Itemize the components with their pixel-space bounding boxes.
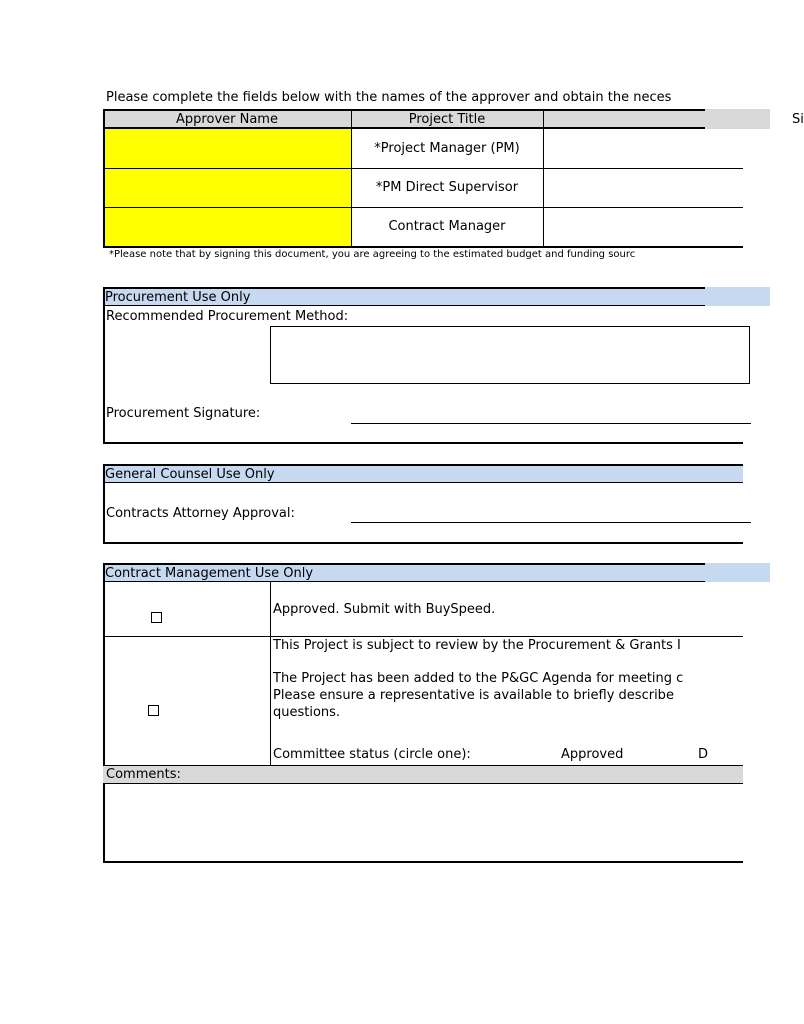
header-approver-name: Approver Name xyxy=(176,111,278,127)
divider xyxy=(103,246,743,248)
divider xyxy=(103,442,743,444)
header-project-title: Project Title xyxy=(408,111,486,127)
committee-option-approved[interactable]: Approved xyxy=(561,747,624,762)
project-title-cell: Contract Manager xyxy=(388,219,506,234)
representative-text: Please ensure a representative is available to briefly describe xyxy=(273,688,674,703)
procurement-method-label: Recommended Procurement Method: xyxy=(106,309,349,324)
signature-cell[interactable] xyxy=(543,207,743,246)
divider xyxy=(103,861,743,863)
approver-name-input[interactable] xyxy=(103,129,351,168)
approver-name-input[interactable] xyxy=(103,168,351,207)
committee-review-checkbox[interactable] xyxy=(148,705,159,716)
divider xyxy=(103,287,105,444)
attorney-approval-label: Contracts Attorney Approval: xyxy=(106,506,295,521)
project-title-cell: *PM Direct Supervisor xyxy=(375,180,519,195)
attorney-signature-line[interactable] xyxy=(351,522,751,523)
comments-label: Comments: xyxy=(106,767,181,782)
agenda-text: The Project has been added to the P&GC Agenda for meeting c xyxy=(273,671,684,686)
divider xyxy=(103,168,743,169)
procurement-header: Procurement Use Only xyxy=(103,287,743,306)
comments-input[interactable] xyxy=(105,785,745,861)
contract-management-overflow-strip xyxy=(705,563,770,582)
procurement-signature-line[interactable] xyxy=(351,423,751,424)
header-signature: Si xyxy=(792,111,804,127)
procurement-overflow-strip xyxy=(705,287,770,306)
divider xyxy=(103,636,743,637)
divider xyxy=(103,542,743,544)
divider xyxy=(103,464,105,544)
comments-header xyxy=(103,765,743,784)
approver-name-input[interactable] xyxy=(103,207,351,246)
general-counsel-header: General Counsel Use Only xyxy=(103,464,743,483)
divider xyxy=(103,109,105,248)
procurement-method-input[interactable] xyxy=(270,326,750,384)
option-review-text: This Project is subject to review by the Procurement & Grants I xyxy=(273,638,681,653)
procurement-signature-label: Procurement Signature: xyxy=(106,406,261,421)
approver-table xyxy=(103,109,804,249)
intro-text: Please complete the fields below with the names of the approver and obtain the neces xyxy=(106,90,672,105)
committee-option-denied[interactable]: D xyxy=(698,747,709,762)
divider xyxy=(351,109,352,247)
divider xyxy=(543,109,544,247)
signature-cell[interactable] xyxy=(543,129,743,168)
header-overflow-strip xyxy=(705,109,770,129)
footnote: *Please note that by signing this document, you are agreeing to the estimated budget and funding sourc xyxy=(109,249,636,260)
approved-checkbox[interactable] xyxy=(151,612,162,623)
project-title-cell: *Project Manager (PM) xyxy=(374,141,520,156)
contract-management-header: Contract Management Use Only xyxy=(103,563,743,582)
questions-text: questions. xyxy=(273,705,341,720)
signature-cell[interactable] xyxy=(543,168,743,207)
divider xyxy=(103,207,743,208)
divider xyxy=(270,582,271,765)
option-approved-text: Approved. Submit with BuySpeed. xyxy=(273,602,496,617)
committee-status-label: Committee status (circle one): xyxy=(273,747,471,762)
